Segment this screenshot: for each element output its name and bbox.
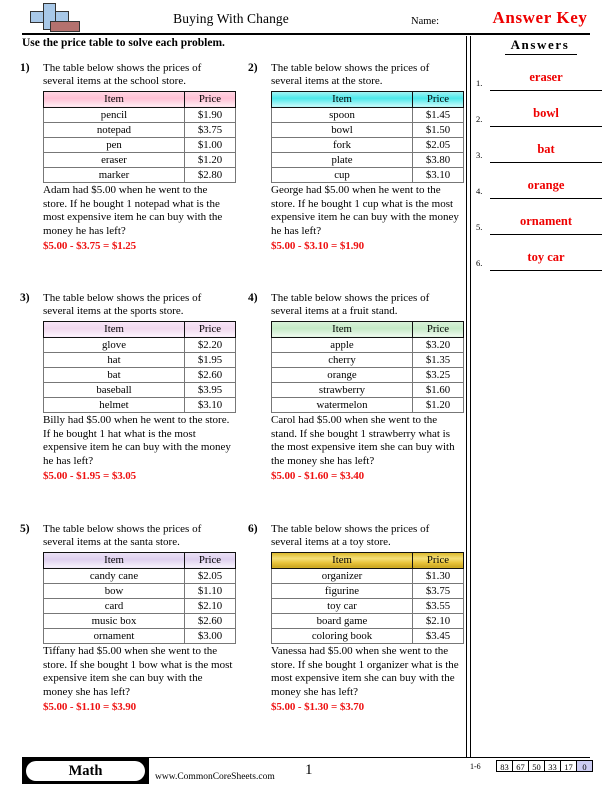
answer-number: 2.	[476, 114, 483, 124]
cell-item: glove	[44, 337, 185, 352]
score-cell: 50	[528, 760, 545, 772]
column-header-item: Item	[44, 321, 185, 337]
cell-item: marker	[44, 167, 185, 182]
problem-1	[20, 62, 233, 252]
cell-item: pen	[44, 137, 185, 152]
answer-number: 5.	[476, 222, 483, 232]
problem-narrative: Tiffany had $5.00 when she went to the store. If she bought 1 bow what is the most expensive item she can buy with the money she has left?	[43, 644, 233, 698]
answer-value: orange	[527, 178, 565, 192]
cell-item: bow	[44, 583, 185, 598]
cell-price: $3.10	[413, 167, 464, 182]
table-row	[272, 107, 464, 122]
table-row	[44, 367, 236, 382]
cell-item: spoon	[272, 107, 413, 122]
table-row	[44, 583, 236, 598]
cell-item: organizer	[272, 568, 413, 583]
answer-row	[476, 136, 606, 172]
problem-narrative: Vanessa had $5.00 when she went to the store. If she bought 1 organizer what is the most expensive item she can buy with the money she has left?	[271, 644, 459, 698]
score-cell: 0	[576, 760, 593, 772]
table-row	[44, 137, 236, 152]
cell-item: notepad	[44, 122, 185, 137]
table-header-row	[272, 91, 464, 107]
cell-price: $3.55	[413, 598, 464, 613]
column-header-item: Item	[272, 91, 413, 107]
column-header-price: Price	[413, 91, 464, 107]
problem-number: 2)	[248, 62, 258, 74]
problem-body	[271, 62, 461, 252]
cell-price: $2.60	[185, 613, 236, 628]
table-row	[272, 382, 464, 397]
cell-item: toy car	[272, 598, 413, 613]
cell-item: eraser	[44, 152, 185, 167]
cell-item: watermelon	[272, 397, 413, 412]
cell-price: $3.00	[185, 628, 236, 643]
score-cell: 67	[512, 760, 529, 772]
price-table	[43, 321, 236, 413]
answer-blank-line[interactable]	[490, 198, 602, 199]
header-divider	[22, 33, 590, 35]
problem-narrative: Carol had $5.00 when she went to the stand. If she bought 1 strawberry what is the most expensive item she can buy with the money she has left?	[271, 413, 455, 467]
score-cell: 83	[496, 760, 513, 772]
cell-price: $3.25	[413, 367, 464, 382]
problem-number: 4)	[248, 292, 258, 304]
cell-price: $3.20	[413, 337, 464, 352]
problem-body	[43, 523, 233, 713]
table-row	[44, 397, 236, 412]
answer-row	[476, 100, 606, 136]
column-header-item: Item	[272, 321, 413, 337]
problem-number: 6)	[248, 523, 258, 535]
table-row	[272, 167, 464, 182]
problem-solution-equation: $5.00 - $3.75 = $1.25	[43, 239, 137, 252]
answer-row	[476, 208, 606, 244]
cell-item: candy cane	[44, 568, 185, 583]
cell-item: strawberry	[272, 382, 413, 397]
cell-item: pencil	[44, 107, 185, 122]
page-title: Buying With Change	[173, 11, 289, 26]
problem-number: 3)	[20, 292, 30, 304]
cell-item: plate	[272, 152, 413, 167]
cell-item: ornament	[44, 628, 185, 643]
cell-item: fork	[272, 137, 413, 152]
problem-solution-equation: $5.00 - $1.10 = $3.90	[43, 700, 137, 713]
problem-prompt: The table below shows the prices of several items at the store.	[271, 62, 430, 88]
cell-price: $3.75	[185, 122, 236, 137]
problem-narrative: George had $5.00 when he went to the store. If he bought 1 cup what is the most expensive item he can buy with the money he has left?	[271, 183, 459, 237]
problem-body	[271, 523, 461, 713]
cell-price: $2.80	[185, 167, 236, 182]
table-header-row	[44, 552, 236, 568]
answer-blank-line[interactable]	[490, 90, 602, 91]
table-header-row	[272, 321, 464, 337]
table-row	[272, 583, 464, 598]
cell-price: $1.10	[185, 583, 236, 598]
panel-divider-outer	[466, 36, 467, 758]
cell-price: $2.10	[413, 613, 464, 628]
cell-item: coloring book	[272, 628, 413, 643]
cell-price: $1.20	[413, 397, 464, 412]
cell-item: board game	[272, 613, 413, 628]
table-row	[44, 352, 236, 367]
answer-value: toy car	[527, 250, 565, 264]
problem-solution-equation: $5.00 - $1.95 = $3.05	[43, 469, 137, 482]
answer-value: eraser	[529, 70, 563, 84]
problem-prompt: The table below shows the prices of several items at the santa store.	[43, 523, 202, 549]
cell-item: helmet	[44, 397, 185, 412]
column-header-price: Price	[185, 91, 236, 107]
table-row	[44, 628, 236, 643]
problem-number: 5)	[20, 523, 30, 535]
column-header-price: Price	[185, 321, 236, 337]
answers-heading-underline	[505, 54, 577, 55]
table-row	[44, 568, 236, 583]
cell-price: $3.10	[185, 397, 236, 412]
answer-row	[476, 244, 606, 280]
problem-solution-equation: $5.00 - $1.30 = $3.70	[271, 700, 365, 713]
score-cell: 33	[544, 760, 561, 772]
subject-badge-label: Math	[26, 761, 145, 781]
answer-number: 1.	[476, 78, 483, 88]
problem-solution-equation: $5.00 - $1.60 = $3.40	[271, 469, 365, 482]
problem-6	[248, 523, 461, 713]
page-number: 1	[305, 762, 313, 778]
cell-item: apple	[272, 337, 413, 352]
price-table	[271, 91, 464, 183]
problem-body	[271, 292, 461, 482]
answer-number: 6.	[476, 258, 483, 268]
answer-key-badge: Answer Key	[492, 8, 588, 27]
cell-item: orange	[272, 367, 413, 382]
cell-price: $1.50	[413, 122, 464, 137]
site-url: www.CommonCoreSheets.com	[155, 772, 275, 782]
problem-prompt: The table below shows the prices of several items at a fruit stand.	[271, 292, 430, 318]
price-table	[271, 321, 464, 413]
table-row	[272, 352, 464, 367]
name-label: Name:	[411, 16, 439, 27]
table-row	[272, 137, 464, 152]
cell-price: $1.35	[413, 352, 464, 367]
problem-narrative: Adam had $5.00 when he went to the store. If he bought 1 notepad what is the most expensive item he can buy with the money he has left?	[43, 183, 223, 237]
cell-price: $1.30	[413, 568, 464, 583]
cell-item: hat	[44, 352, 185, 367]
price-table	[43, 91, 236, 183]
answer-value: bowl	[533, 106, 559, 120]
column-header-price: Price	[185, 552, 236, 568]
table-row	[272, 367, 464, 382]
cell-item: cup	[272, 167, 413, 182]
table-row	[272, 598, 464, 613]
table-header-row	[44, 91, 236, 107]
panel-divider-inner	[470, 36, 471, 758]
price-table	[43, 552, 236, 644]
cell-item: figurine	[272, 583, 413, 598]
problem-prompt: The table below shows the prices of several items at the sports store.	[43, 292, 202, 318]
answer-blank-line[interactable]	[490, 270, 602, 271]
cell-price: $2.05	[413, 137, 464, 152]
answer-blank-line[interactable]	[490, 126, 602, 127]
cell-price: $2.60	[185, 367, 236, 382]
problem-5	[20, 523, 233, 713]
cell-price: $2.05	[185, 568, 236, 583]
score-cell: 17	[560, 760, 577, 772]
cell-price: $3.80	[413, 152, 464, 167]
table-header-row	[272, 552, 464, 568]
table-row	[44, 382, 236, 397]
problem-body	[43, 292, 233, 482]
cell-price: $3.95	[185, 382, 236, 397]
answer-value: ornament	[519, 214, 573, 228]
table-row	[272, 152, 464, 167]
table-row	[272, 337, 464, 352]
problem-body	[43, 62, 233, 252]
cell-price: $1.20	[185, 152, 236, 167]
answer-row	[476, 64, 606, 100]
cell-item: card	[44, 598, 185, 613]
problem-number: 1)	[20, 62, 30, 74]
column-header-item: Item	[272, 552, 413, 568]
table-row	[272, 122, 464, 137]
column-header-item: Item	[44, 552, 185, 568]
score-scale	[470, 760, 593, 773]
cell-item: cherry	[272, 352, 413, 367]
cell-price: $2.10	[185, 598, 236, 613]
answer-key-list	[476, 64, 606, 280]
cell-price: $1.60	[413, 382, 464, 397]
problem-solution-equation: $5.00 - $3.10 = $1.90	[271, 239, 365, 252]
answer-row	[476, 172, 606, 208]
answer-number: 3.	[476, 150, 483, 160]
page-header	[0, 0, 612, 36]
price-table	[271, 552, 464, 644]
cell-price: $1.90	[185, 107, 236, 122]
answer-value: bat	[537, 142, 555, 156]
subject-badge	[22, 758, 149, 784]
cell-item: baseball	[44, 382, 185, 397]
problem-narrative: Billy had $5.00 when he went to the store. If he bought 1 hat what is the most expensive item he can buy with the money he has left?	[43, 413, 231, 467]
problem-2	[248, 62, 461, 252]
cell-price: $3.45	[413, 628, 464, 643]
score-range-label: 1-6	[470, 762, 481, 771]
answers-heading: Answers	[510, 37, 570, 52]
table-row	[44, 613, 236, 628]
cell-item: bat	[44, 367, 185, 382]
problem-3	[20, 292, 233, 482]
column-header-price: Price	[413, 552, 464, 568]
cell-price: $1.45	[413, 107, 464, 122]
table-row	[272, 628, 464, 643]
cell-item: bowl	[272, 122, 413, 137]
column-header-item: Item	[44, 91, 185, 107]
table-row	[272, 397, 464, 412]
table-row	[272, 568, 464, 583]
problem-4	[248, 292, 461, 482]
column-header-price: Price	[413, 321, 464, 337]
table-row	[44, 167, 236, 182]
cell-price: $2.20	[185, 337, 236, 352]
answer-number: 4.	[476, 186, 483, 196]
answer-blank-line[interactable]	[490, 162, 602, 163]
table-row	[44, 107, 236, 122]
answer-blank-line[interactable]	[490, 234, 602, 235]
instruction-text: Use the price table to solve each problem.	[22, 37, 225, 49]
table-header-row	[44, 321, 236, 337]
cell-item: music box	[44, 613, 185, 628]
table-row	[44, 598, 236, 613]
table-row	[44, 337, 236, 352]
cell-price: $1.95	[185, 352, 236, 367]
cell-price: $3.75	[413, 583, 464, 598]
problem-prompt: The table below shows the prices of several items at a toy store.	[271, 523, 430, 549]
table-row	[272, 613, 464, 628]
problem-prompt: The table below shows the prices of several items at the school store.	[43, 62, 202, 88]
cell-price: $1.00	[185, 137, 236, 152]
table-row	[44, 152, 236, 167]
table-row	[44, 122, 236, 137]
